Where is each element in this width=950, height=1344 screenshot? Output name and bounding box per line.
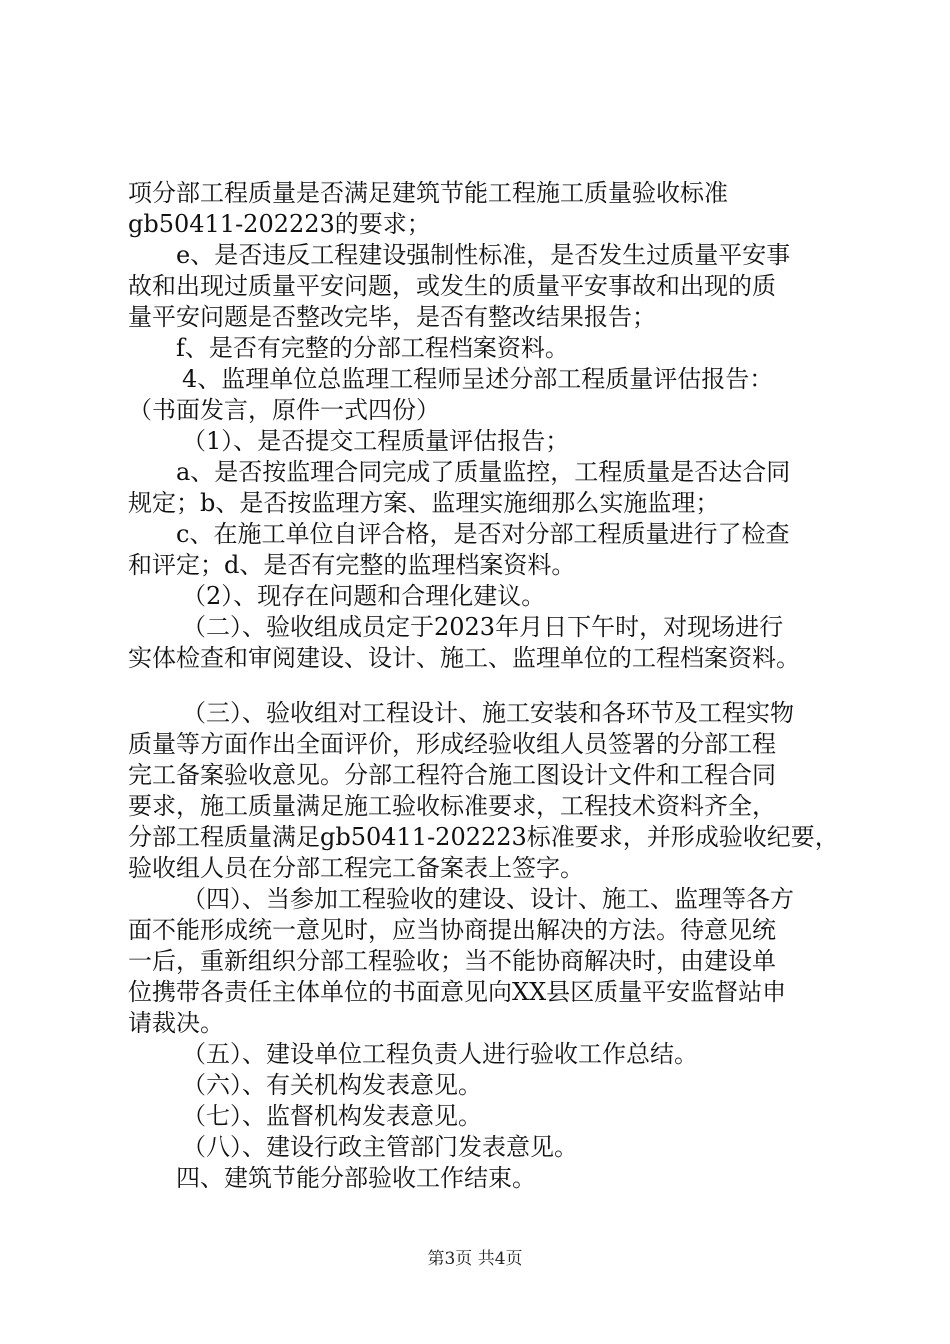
text-line: 故和出现过质量平安问题，或发生的质量平安事故和出现的质 bbox=[128, 272, 776, 300]
text-line: 位携带各责任主体单位的书面意见向XX县区质量平安监督站申 bbox=[128, 978, 787, 1006]
text-line: 请裁决。 bbox=[128, 1009, 224, 1037]
text-line: 规定；b、是否按监理方案、监理实施细那么实施监理； bbox=[128, 489, 720, 517]
text-line: 要求，施工质量满足施工验收标准要求，工程技术资料齐全， bbox=[128, 792, 776, 820]
text-line: e、是否违反工程建设强制性标准，是否发生过质量平安事 bbox=[176, 241, 791, 269]
text-line: 质量等方面作出全面评价，形成经验收组人员签署的分部工程 bbox=[128, 730, 776, 758]
text-line: 完工备案验收意见。分部工程符合施工图设计文件和工程合同 bbox=[128, 761, 776, 789]
text-line: c、在施工单位自评合格，是否对分部工程质量进行了检查 bbox=[176, 520, 790, 548]
text-line: 分部工程质量满足gb50411-202223标准要求，并形成验收纪要， bbox=[128, 823, 839, 851]
text-line: （2）、现存在问题和合理化建议。 bbox=[182, 582, 546, 610]
text-line: （二）、验收组成员定于2023年月日下午时，对现场进行 bbox=[182, 613, 784, 641]
text-line: （书面发言，原件一式四份） bbox=[128, 396, 440, 424]
text-line: 项分部工程质量是否满足建筑节能工程施工质量验收标准 bbox=[128, 179, 728, 207]
text-line: （四）、当参加工程验收的建设、设计、施工、监理等各方 bbox=[182, 885, 794, 913]
text-line: 4、监理单位总监理工程师呈述分部工程质量评估报告： bbox=[182, 365, 774, 393]
text-line: gb50411-202223的要求； bbox=[128, 210, 431, 238]
text-line: （三）、验收组对工程设计、施工安装和各环节及工程实物 bbox=[182, 699, 794, 727]
text-line: 实体检查和审阅建设、设计、施工、监理单位的工程档案资料。 bbox=[128, 644, 800, 672]
text-line: a、是否按监理合同完成了质量监控，工程质量是否达合同 bbox=[176, 458, 791, 486]
text-line: 一后，重新组织分部工程验收；当不能协商解决时，由建设单 bbox=[128, 947, 776, 975]
text-line: （七）、监督机构发表意见。 bbox=[182, 1102, 482, 1130]
text-line: （六）、有关机构发表意见。 bbox=[182, 1071, 482, 1099]
text-line: f、是否有完整的分部工程档案资料。 bbox=[176, 334, 569, 362]
text-line: 量平安问题是否整改完毕，是否有整改结果报告； bbox=[128, 303, 656, 331]
text-line: （八）、建设行政主管部门发表意见。 bbox=[182, 1133, 578, 1161]
text-line: 和评定；d、是否有完整的监理档案资料。 bbox=[128, 551, 576, 579]
text-line: （五）、建设单位工程负责人进行验收工作总结。 bbox=[182, 1040, 698, 1068]
text-line: 面不能形成统一意见时，应当协商提出解决的方法。待意见统 bbox=[128, 916, 776, 944]
text-line: 验收组人员在分部工程完工备案表上签字。 bbox=[128, 854, 584, 882]
page-footer: 第3页 共4页 bbox=[427, 1249, 523, 1269]
text-line: 四、建筑节能分部验收工作结束。 bbox=[176, 1164, 536, 1192]
text-line: （1）、是否提交工程质量评估报告； bbox=[182, 427, 570, 455]
